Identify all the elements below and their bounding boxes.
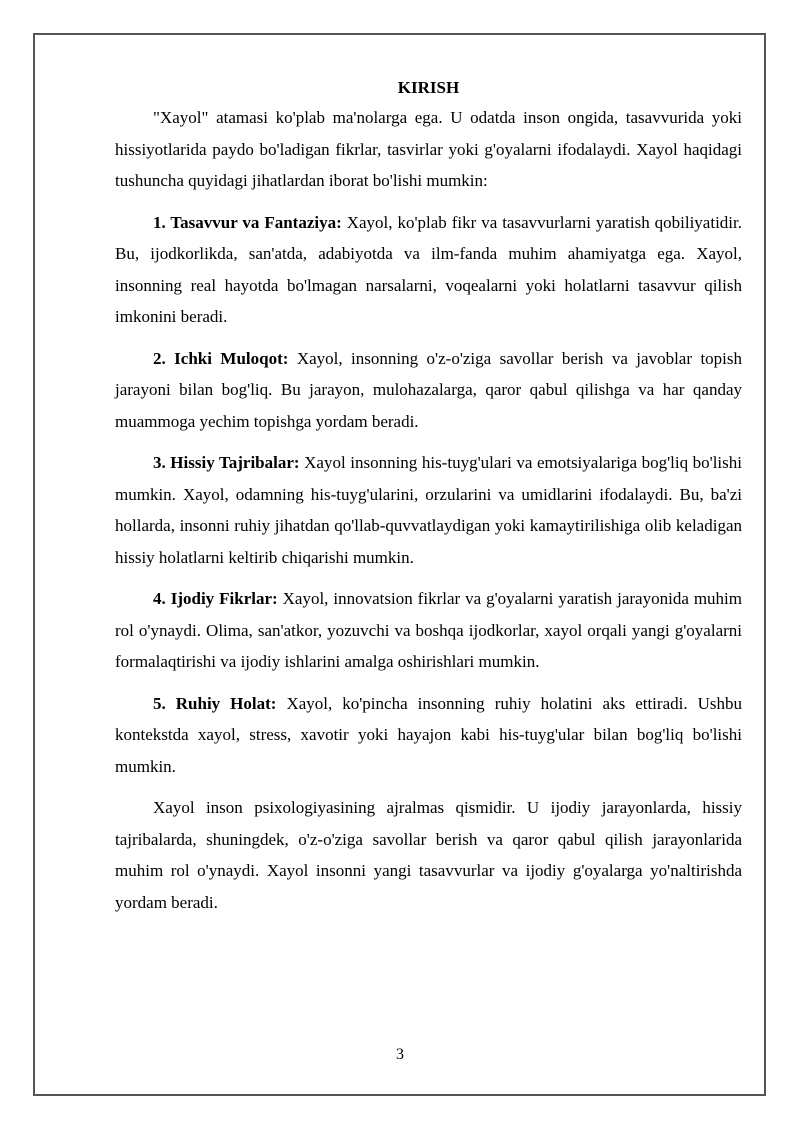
list-item bbox=[115, 343, 742, 438]
page-title: KIRISH bbox=[397, 78, 460, 97]
list-item bbox=[115, 207, 742, 333]
item-text: Xayol, ko'plab fikr va tasavvurlarni yaratish qobiliyatidir. Bu, ijodkorlikda, san'atda, adabiyotda va ilm-fanda muhim ahamiyatga ega. Xayol, insonning real hayotda bo'lmagan narsalarni, voqealarni yoki holatlarni tasavvur qilish imkonini beradi. bbox=[115, 212, 742, 326]
item-heading: 4. Ijodiy Fikrlar: bbox=[153, 589, 278, 608]
item-text: Xayol insonning his-tuyg'ulari va emotsiyalariga bog'liq bo'lishi mumkin. Xayol, odamning his-tuyg'ularini, orzularini va umidlarini ifodalaydi. Bu, ba'zi hollarda, insonni ruhiy jihatdan qo'llab-quvvatlaydigan yoki kamaytirilishiga olib keladigan hissiy holatlarni keltirib chiqarishi mumkin. bbox=[115, 453, 742, 567]
intro-paragraph: "Xayol" atamasi ko'plab ma'nolarga ega. U odatda inson ongida, tasavvurida yoki hissiyotlarida paydo bo'ladigan fikrlar, tasvirlar yoki g'oyalarni ifodalaydi. Xayol haqidagi tushuncha quyidagi jihatlardan iborat bo'lishi mumkin: bbox=[115, 108, 742, 190]
list-item bbox=[115, 583, 742, 678]
item-heading: 2. Ichki Muloqot: bbox=[153, 348, 289, 368]
item-text: Xayol, innovatsion fikrlar va g'oyalarni yaratish jarayonida muhim rol o'ynaydi. Olima, san'atkor, yozuvchi va boshqa ijodkorlar, xayol orqali yangi g'oyalarni formalaqtirishi va ijodiy ishlarini amalga oshirishlari mumkin. bbox=[115, 589, 742, 671]
item-heading: 5. Ruhiy Holat: bbox=[153, 693, 277, 713]
item-heading: 3. Hissiy Tajribalar: bbox=[153, 453, 300, 472]
page-number: 3 bbox=[396, 1046, 404, 1063]
item-text: Xayol, ko'pincha insonning ruhiy holatini aks ettiradi. Ushbu kontekstda xayol, stress, xavotir yoki hayajon kabi his-tuyg'ular bilan bog'liq bo'lishi mumkin. bbox=[115, 693, 742, 776]
list-item bbox=[115, 447, 742, 573]
list-item bbox=[115, 688, 742, 783]
page-content bbox=[115, 74, 742, 918]
item-text: Xayol, insonning o'z-o'ziga savollar berish va javoblar topish jarayoni bilan bog'liq. Bu jarayon, mulohazalarga, qaror qabul qilishga va har qanday muammoga yechim topishga yordam beradi. bbox=[115, 348, 743, 431]
conclusion-paragraph: Xayol inson psixologiyasining ajralmas qismidir. U ijodiy jarayonlarda, hissiy tajribalarda, shuningdek, o'z-o'ziga savollar berish va qaror qabul qilish jarayonlarida muhim rol o'ynaydi. Xayol insonni yangi tasavvurlar va ijodiy g'oyalarga yo'naltirishda yordam beradi. bbox=[115, 798, 742, 912]
item-heading: 1. Tasavvur va Fantaziya: bbox=[153, 212, 342, 232]
